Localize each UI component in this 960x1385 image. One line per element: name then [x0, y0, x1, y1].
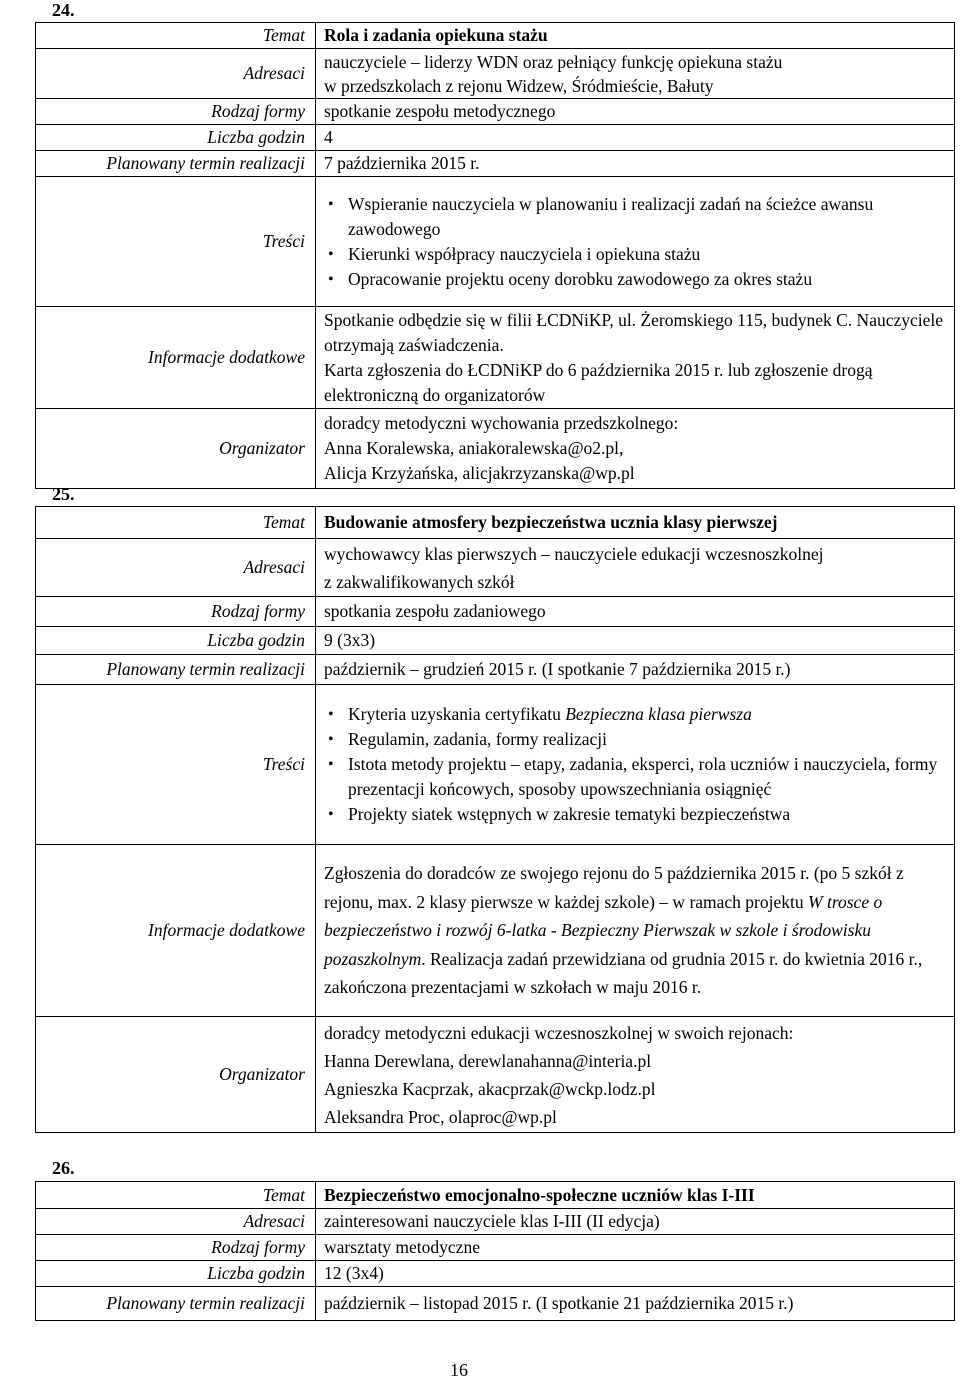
label-organizator: Organizator — [36, 409, 316, 489]
value-info: Spotkanie odbędzie się w filii ŁCDNiKP, ul. Żeromskiego 115, budynek C. Nauczyciele otrzymają zaświadczenia. Karta zgłoszenia do ŁCDNiKP do 6 października 2015 r. lub zgłoszenie drogą elektroniczną do organizatorów — [316, 307, 955, 409]
label-godzin: Liczba godzin — [36, 1261, 316, 1287]
label-adresaci: Adresaci — [36, 49, 316, 99]
list-item: • Projekty siatek wstępnych w zakresie tematyki bezpieczeństwa — [348, 802, 946, 827]
label-info: Informacje dodatkowe — [36, 307, 316, 409]
label-temat: Temat — [36, 23, 316, 49]
label-temat: Temat — [36, 1182, 316, 1209]
value-temat: Bezpieczeństwo emocjonalno-społeczne uczniów klas I-III — [316, 1182, 955, 1209]
value-info: Zgłoszenia do doradców ze swojego rejonu do 5 października 2015 r. (po 5 szkół z rejonu, max. 2 klasy pierwsze w każdej szkole) – w ramach projektu W trosce o bezpieczeństwo i rozwój 6-latka - Bezpieczny Pierwszak w szkole i środowisku pozaszkolnym. Realizacja zadań przewidziana od grudnia 2015 r. do kwietnia 2016 r., zakończona prezentacjami w szkołach w maju 2016 r. — [316, 845, 955, 1017]
label-rodzaj: Rodzaj formy — [36, 597, 316, 627]
event-table-26 — [35, 1181, 955, 1321]
label-godzin: Liczba godzin — [36, 627, 316, 655]
label-temat: Temat — [36, 507, 316, 539]
value-termin: październik – grudzień 2015 r. (I spotkanie 7 października 2015 r.) — [316, 655, 955, 685]
value-tresci — [316, 685, 955, 845]
label-organizator: Organizator — [36, 1017, 316, 1133]
value-adresaci: zainteresowani nauczyciele klas I-III (II edycja) — [316, 1209, 955, 1235]
value-tresci — [316, 177, 955, 307]
value-organizator: doradcy metodyczni edukacji wczesnoszkolnej w swoich rejonach: Hanna Derewlana, derewlanahanna@interia.pl Agnieszka Kacprzak, akacprzak@wckp.lodz.pl Aleksandra Proc, olaproc@wp.pl — [316, 1017, 955, 1133]
event-table-24 — [35, 22, 955, 489]
value-termin: 7 października 2015 r. — [316, 151, 955, 177]
value-termin: październik – listopad 2015 r. (I spotkanie 21 października 2015 r.) — [316, 1287, 955, 1321]
list-item: • Wspieranie nauczyciela w planowaniu i realizacji zadań na ścieżce awansu zawodowego — [348, 192, 946, 242]
list-item: • Regulamin, zadania, formy realizacji — [348, 727, 946, 752]
list-item: • Opracowanie projektu oceny dorobku zawodowego za okres stażu — [348, 267, 946, 292]
list-item: • Kryteria uzyskania certyfikatu Bezpieczna klasa pierwsza — [348, 702, 946, 727]
label-godzin: Liczba godzin — [36, 125, 316, 151]
label-tresci: Treści — [36, 177, 316, 307]
value-godzin: 12 (3x4) — [316, 1261, 955, 1287]
value-temat: Budowanie atmosfery bezpieczeństwa ucznia klasy pierwszej — [316, 507, 955, 539]
label-rodzaj: Rodzaj formy — [36, 99, 316, 125]
label-termin: Planowany termin realizacji — [36, 151, 316, 177]
label-tresci: Treści — [36, 685, 316, 845]
value-rodzaj: spotkania zespołu zadaniowego — [316, 597, 955, 627]
list-item: • Kierunki współpracy nauczyciela i opiekuna stażu — [348, 242, 946, 267]
section-number: 25. — [52, 484, 75, 504]
value-adresaci: nauczyciele – liderzy WDN oraz pełniący funkcję opiekuna stażu w przedszkolach z rejonu Widzew, Śródmieście, Bałuty — [316, 49, 955, 99]
section-number: 24. — [52, 0, 75, 20]
label-adresaci: Adresaci — [36, 539, 316, 597]
value-organizator: doradcy metodyczni wychowania przedszkolnego: Anna Koralewska, aniakoralewska@o2.pl, Alicja Krzyżańska, alicjakrzyzanska@wp.pl — [316, 409, 955, 489]
list-item: • Istota metody projektu – etapy, zadania, eksperci, rola uczniów i nauczyciela, formy prezentacji końcowych, sposoby upowszechniania osiągnięć — [348, 752, 946, 802]
label-termin: Planowany termin realizacji — [36, 655, 316, 685]
event-table-25 — [35, 506, 955, 1133]
value-temat: Rola i zadania opiekuna stażu — [316, 23, 955, 49]
label-rodzaj: Rodzaj formy — [36, 1235, 316, 1261]
value-godzin: 9 (3x3) — [316, 627, 955, 655]
label-termin: Planowany termin realizacji — [36, 1287, 316, 1321]
label-adresaci: Adresaci — [36, 1209, 316, 1235]
value-adresaci: wychowawcy klas pierwszych – nauczyciele edukacji wczesnoszkolnej z zakwalifikowanych szkół — [316, 539, 955, 597]
section-number: 26. — [52, 1158, 75, 1178]
value-rodzaj: warsztaty metodyczne — [316, 1235, 955, 1261]
page-number: 16 — [450, 1360, 468, 1380]
label-info: Informacje dodatkowe — [36, 845, 316, 1017]
value-rodzaj: spotkanie zespołu metodycznego — [316, 99, 955, 125]
value-godzin: 4 — [316, 125, 955, 151]
